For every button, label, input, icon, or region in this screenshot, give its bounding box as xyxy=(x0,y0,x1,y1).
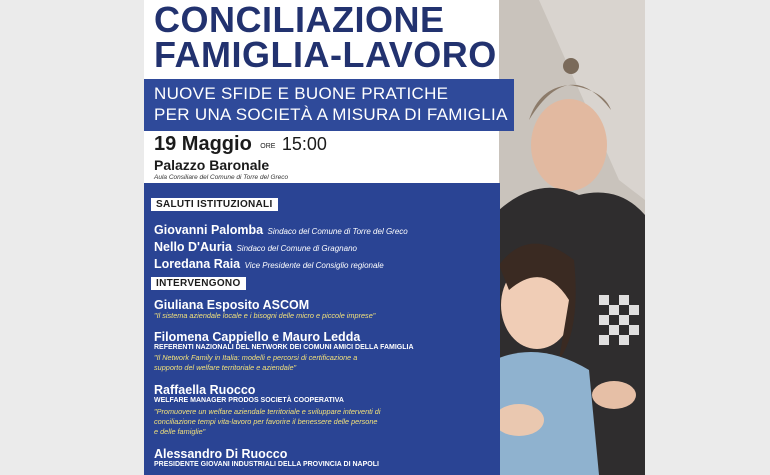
family-photo xyxy=(499,0,645,475)
speaker-role: Sindaco del Comune di Gragnano xyxy=(236,244,357,253)
speaker-name: Giuliana Esposito ASCOM xyxy=(154,298,310,312)
event-time: 15:00 xyxy=(281,134,327,154)
speaker-quote: "Il sistema aziendale locale e i bisogni delle micro e piccole imprese" xyxy=(154,311,376,320)
time-prefix: ORE xyxy=(260,143,276,150)
speaker-raia xyxy=(154,255,384,273)
subtitle-line-1: NUOVE SFIDE E BUONE PRATICHE xyxy=(154,84,449,103)
speaker-name: Filomena Cappiello e Mauro Ledda xyxy=(154,330,361,344)
section-intervengono-heading: INTERVENGONO xyxy=(151,277,246,290)
speaker-role: Sindaco del Comune di Torre del Greco xyxy=(267,227,408,236)
speaker-quote: conciliazione tempi vita-lavoro per favorire il benessere delle persone xyxy=(154,417,378,426)
speaker-role: PRESIDENTE GIOVANI INDUSTRIALI DELLA PROVINCIA DI NAPOLI xyxy=(154,461,379,468)
event-venue: Palazzo Baronale xyxy=(154,157,270,173)
subtitle xyxy=(154,83,508,125)
subtitle-band xyxy=(144,79,514,131)
event-date-time xyxy=(154,133,327,156)
poster-title xyxy=(154,0,497,75)
title-line-2: FAMIGLIA-LAVORO xyxy=(154,34,497,75)
speaker-name: Giovanni Palomba xyxy=(154,223,264,237)
speaker-dauria xyxy=(154,238,357,256)
speaker-role: REFERENTI NAZIONALI DEL NETWORK DEI COMUNI AMICI DELLA FAMIGLIA xyxy=(154,344,414,351)
section-saluti-heading: SALUTI ISTITUZIONALI xyxy=(151,198,278,211)
speaker-palomba xyxy=(154,221,408,239)
speaker-name: Loredana Raia xyxy=(154,257,241,271)
event-date: 19 Maggio xyxy=(154,133,252,155)
event-poster xyxy=(144,0,645,475)
speaker-name: Alessandro Di Ruocco xyxy=(154,447,288,461)
speaker-quote: "Promuovere un welfare aziendale territoriale e sviluppare interventi di xyxy=(154,407,381,416)
venue-note: Aula Consiliare del Comune di Torre del Greco xyxy=(154,174,289,181)
speaker-role: WELFARE MANAGER PRODOS SOCIETÀ COOPERATIVA xyxy=(154,397,344,404)
speaker-name: Nello D'Auria xyxy=(154,240,232,254)
subtitle-line-2: PER UNA SOCIETÀ A MISURA DI FAMIGLIA xyxy=(154,105,508,124)
program-panel xyxy=(144,183,500,475)
speaker-name: Raffaella Ruocco xyxy=(154,383,256,397)
title-line-1: CONCILIAZIONE xyxy=(154,0,445,40)
speaker-quote: e delle famiglie" xyxy=(154,427,206,436)
speaker-quote: supporto del welfare territoriale e aziendale" xyxy=(154,363,297,372)
speaker-quote: "Il Network Family in Italia: modelli e percorsi di certificazione a xyxy=(154,353,358,362)
speaker-role: Vice Presidente del Consiglio regionale xyxy=(244,261,384,270)
